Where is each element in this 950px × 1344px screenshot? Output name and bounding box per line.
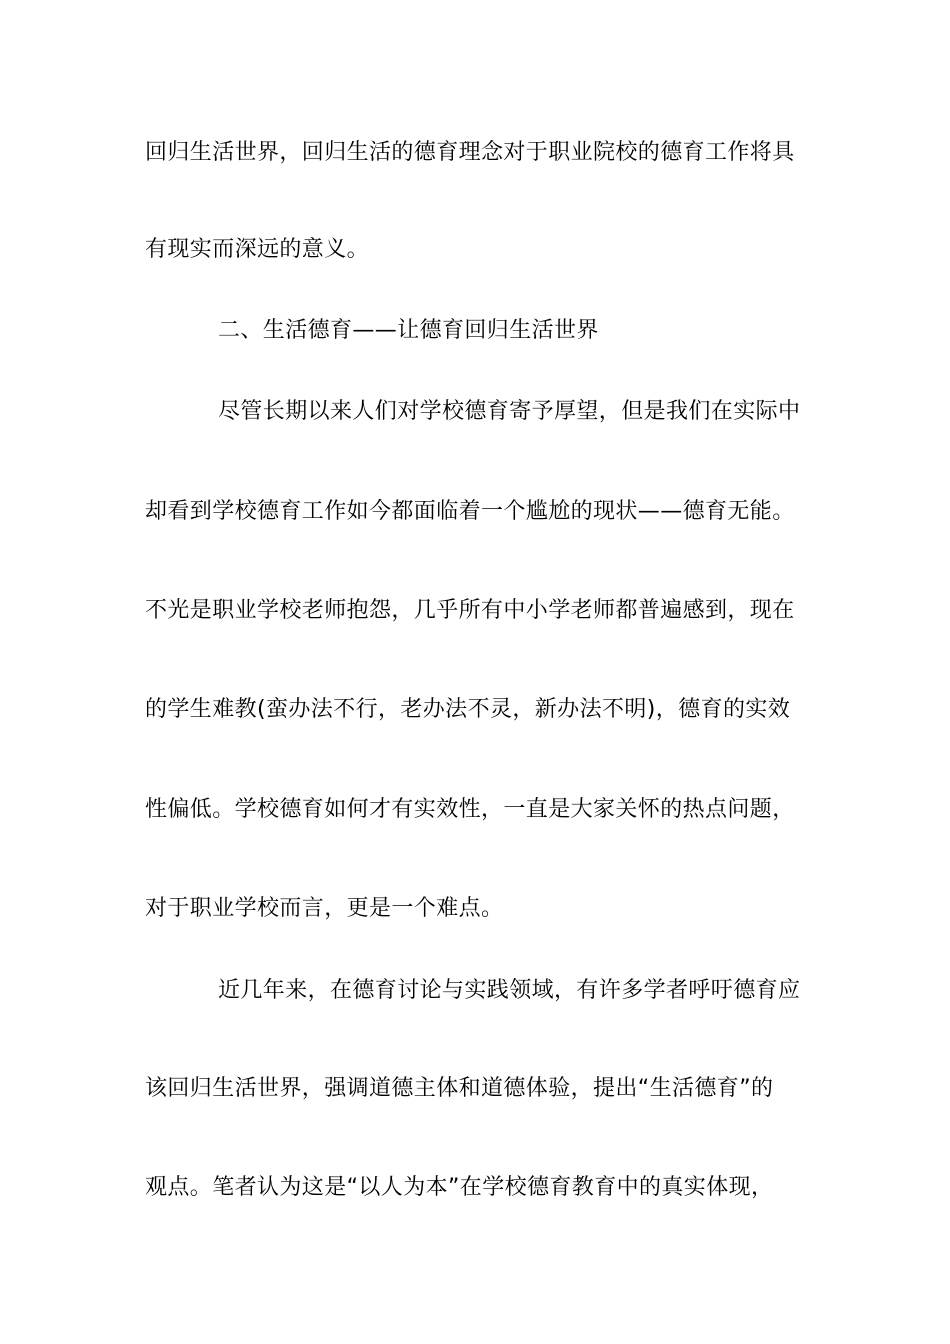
section-heading: 二、生活德育——让德育回归生活世界 xyxy=(218,318,599,343)
paragraph-line-7: 性偏低。学校德育如何才有实效性，一直是大家关怀的热点问题， xyxy=(145,797,795,822)
paragraph-line-1: 回归生活世界，回归生活的德育理念对于职业院校的德育工作将具 xyxy=(145,140,795,165)
paragraph-line-8: 对于职业学校而言，更是一个难点。 xyxy=(145,896,504,921)
paragraph-line-2: 有现实而深远的意义。 xyxy=(145,237,370,262)
paragraph-line-10: 该回归生活世界，强调道德主体和道德体验，提出“生活德育”的 xyxy=(145,1076,774,1101)
paragraph-line-6: 的学生难教(蛮办法不行，老办法不灵，新办法不明)，德育的实效 xyxy=(145,697,791,722)
paragraph-line-3: 尽管长期以来人们对学校德育寄予厚望，但是我们在实际中 xyxy=(218,399,801,424)
paragraph-line-5: 不光是职业学校老师抱怨，几乎所有中小学老师都普遍感到，现在 xyxy=(145,598,795,623)
paragraph-line-4: 却看到学校德育工作如今都面临着一个尴尬的现状——德育无能。 xyxy=(145,499,795,524)
paragraph-line-11: 观点。笔者认为这是“以人为本”在学校德育教育中的真实体现， xyxy=(145,1175,774,1200)
paragraph-line-9: 近几年来，在德育讨论与实践领域，有许多学者呼吁德育应 xyxy=(218,978,801,1003)
